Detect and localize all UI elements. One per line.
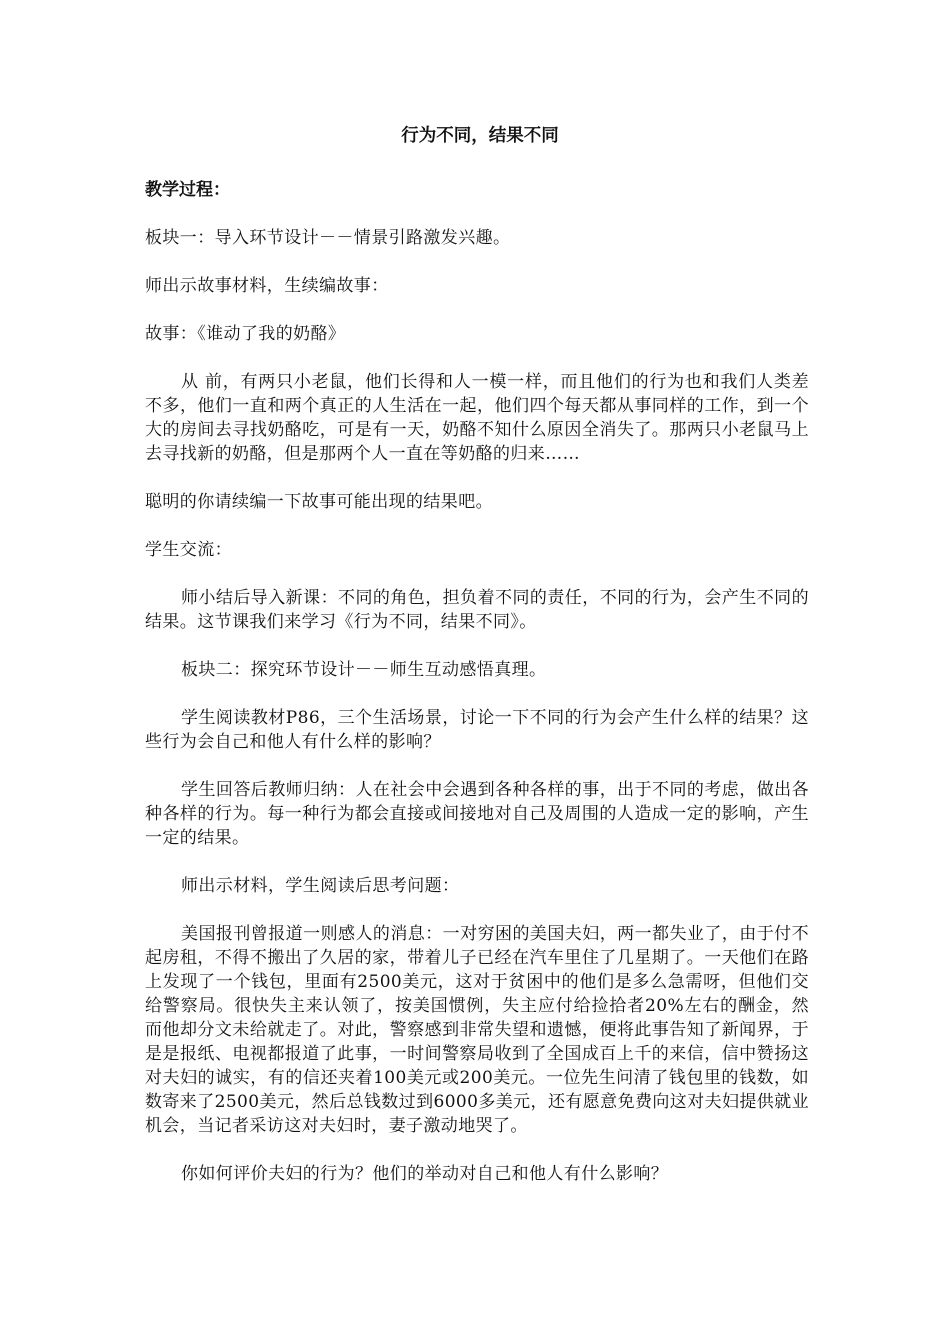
paragraph-news-story: 美国报刊曾报道一则感人的消息：一对穷困的美国夫妇，两一都失业了，由于付不起房租，不得不搬出了久居的家，带着儿子已经在汽车里住了几星期了。一天他们在路上发现了一个钱包，里面有2500美元，这对于贫困中的他们是多么急需呀，但他们交给警察局。很快失主来认领了，按美国惯例，失主应付给捡拾者20%左右的酬金，然而他却分文未给就走了。对此，警察感到非常失望和遗憾，便将此事告知了新闻界，于是是报纸、电视都报道了此事，一时间警察局收到了全国成百上千的来信，信中赞扬这对夫妇的诚实，有的信还夹着100美元或200美元。一位先生问清了钱包里的钱数，如数寄来了2500美元，然后总钱数过到6000多美元，还有愿意免费向这对夫妇提供就业机会，当记者采访这对夫妇时，妻子激动地哭了。 [145, 924, 809, 1136]
paragraph-discussion-question: 你如何评价夫妇的行为？他们的举动对自己和他人有什么影响？ [181, 1164, 669, 1184]
paragraph-module-one: 板块一：导入环节设计－－情景引路激发兴趣。 [145, 228, 511, 248]
paragraph-teacher-summary: 师小结后导入新课：不同的角色，担负着不同的责任，不同的行为，会产生不同的结果。这节课我们来学习《行为不同，结果不同》。 [145, 588, 809, 632]
paragraph-story-title: 故事：《谁动了我的奶酪》 [145, 324, 346, 344]
paragraph-story-body: 从 前，有两只小老鼠，他们长得和人一模一样，而且他们的行为也和我们人类差不多，他们一直和两个真正的人生活在一起，他们四个每天都从事同样的工作，到一个 大的房间去寻找奶酪吃，可是有一天，奶酪不知什么原因全消失了。那两只小老鼠马上去寻找新的奶酪，但是那两个人一直在等奶酪的归来…… [145, 372, 809, 464]
paragraph-material-intro: 师出示材料，学生阅读后思考问题： [181, 876, 460, 896]
paragraph-continue-story: 聪明的你请续编一下故事可能出现的结果吧。 [145, 492, 493, 512]
paragraph-teacher-conclusion: 学生回答后教师归纳：人在社会中会遇到各种各样的事，出于不同的考虑，做出各种各样的行为。每一种行为都会直接或间接地对自己及周围的人造成一定的影响，产生一定的结果。 [145, 780, 809, 848]
paragraph-story-intro: 师出示故事材料，生续编故事： [145, 276, 389, 296]
document-body [145, 122, 809, 1210]
paragraph-textbook-reading: 学生阅读教材P86，三个生活场景，讨论一下不同的行为会产生什么样的结果？这些行为会自己和他人有什么样的影响？ [145, 708, 809, 752]
paragraph-module-two: 板块二：探究环节设计－－师生互动感悟真理。 [181, 660, 547, 680]
paragraph-student-exchange: 学生交流： [145, 540, 232, 560]
document-title: 行为不同，结果不同 [401, 126, 559, 146]
section-heading: 教学过程： [145, 180, 230, 200]
